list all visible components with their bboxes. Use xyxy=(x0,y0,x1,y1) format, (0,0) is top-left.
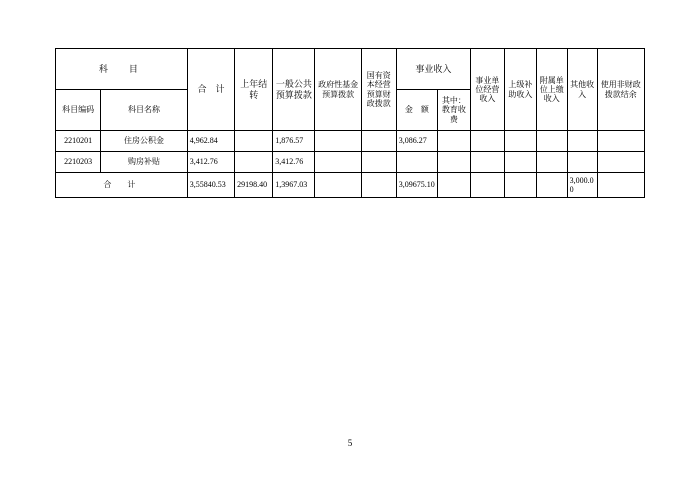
cell-other-income xyxy=(567,131,597,152)
cell-gov-fund-budget xyxy=(315,173,361,198)
header-carryover: 上年结转 xyxy=(235,49,273,131)
cell-subject-code: 2210203 xyxy=(56,152,101,173)
table-row xyxy=(56,131,645,152)
header-gov-fund-budget-label: 政府性基金预算拨款 xyxy=(318,80,359,99)
cell-non-fiscal-carryover xyxy=(597,152,644,173)
budget-table xyxy=(55,48,645,198)
header-non-fiscal-carryover xyxy=(597,49,644,131)
cell-career-income-edu-fee xyxy=(437,152,470,173)
cell-career-income-amount: 3,086.27 xyxy=(396,131,437,152)
cell-gov-fund-budget xyxy=(315,131,361,152)
budget-table-container xyxy=(55,48,645,198)
cell-career-income-edu-fee xyxy=(437,131,470,152)
cell-non-fiscal-carryover xyxy=(597,131,644,152)
cell-other-income xyxy=(567,152,597,173)
header-career-income-group: 事业收入 xyxy=(396,49,470,90)
cell-total: 3,55840.53 xyxy=(187,173,234,198)
cell-superior-subsidy xyxy=(504,173,536,198)
cell-business-income xyxy=(470,152,504,173)
cell-state-capital-budget xyxy=(361,131,396,152)
cell-general-public-budget: 1,876.57 xyxy=(273,131,315,152)
cell-subject-name: 住房公积金 xyxy=(101,131,188,152)
cell-carryover xyxy=(235,131,273,152)
header-other-income xyxy=(567,49,597,131)
cell-subject-code: 2210201 xyxy=(56,131,101,152)
cell-total: 3,412.76 xyxy=(187,152,234,173)
cell-superior-subsidy xyxy=(504,131,536,152)
cell-state-capital-budget xyxy=(361,173,396,198)
cell-affiliated-unit-payment xyxy=(536,152,567,173)
cell-state-capital-budget xyxy=(361,152,396,173)
header-non-fiscal-carryover-label: 使用非财政拨款结余 xyxy=(600,80,641,99)
header-business-income-label: 事业单位经营收入 xyxy=(475,75,500,104)
cell-subject-name: 购房补贴 xyxy=(101,152,188,173)
header-general-public-budget: 一般公共预算拨款 xyxy=(273,49,315,131)
header-career-income-edu-fee: 其中：教育收费 xyxy=(437,90,470,131)
header-career-income-amount: 金 额 xyxy=(396,90,437,131)
cell-other-income: 3,000.00 xyxy=(567,173,597,198)
header-other-income-label: 其他收入 xyxy=(570,80,595,99)
cell-business-income xyxy=(470,173,504,198)
header-affiliated-unit-payment xyxy=(536,49,567,131)
cell-affiliated-unit-payment xyxy=(536,131,567,152)
table-total-row xyxy=(56,173,645,198)
cell-career-income-edu-fee xyxy=(437,173,470,198)
cell-non-fiscal-carryover xyxy=(597,173,644,198)
header-business-income xyxy=(470,49,504,131)
cell-general-public-budget: 1,3967.03 xyxy=(273,173,315,198)
cell-carryover xyxy=(235,152,273,173)
cell-carryover: 29198.40 xyxy=(235,173,273,198)
header-affiliated-unit-payment-label: 附属单位上缴收入 xyxy=(539,75,564,104)
header-superior-subsidy xyxy=(504,49,536,131)
cell-general-public-budget: 3,412.76 xyxy=(273,152,315,173)
header-superior-subsidy-label: 上级补助收入 xyxy=(508,80,533,99)
header-subject-code: 科目编码 xyxy=(56,90,101,131)
page-number: 5 xyxy=(347,438,353,448)
table-header-row-1 xyxy=(56,49,645,90)
cell-career-income-amount xyxy=(396,152,437,173)
header-subject-name: 科目名称 xyxy=(101,90,188,131)
cell-affiliated-unit-payment xyxy=(536,173,567,198)
header-subject-group: 科 目 xyxy=(56,49,188,90)
header-state-capital-budget-label: 国有资本经营预算财政拨款 xyxy=(366,71,391,108)
header-gov-fund-budget xyxy=(315,49,361,131)
header-state-capital-budget xyxy=(361,49,396,131)
header-total: 合 计 xyxy=(187,49,234,131)
table-row xyxy=(56,152,645,173)
cell-total-label: 合 计 xyxy=(56,173,188,198)
cell-business-income xyxy=(470,131,504,152)
cell-career-income-amount: 3,09675.10 xyxy=(396,173,437,198)
cell-superior-subsidy xyxy=(504,152,536,173)
cell-total: 4,962.84 xyxy=(187,131,234,152)
cell-gov-fund-budget xyxy=(315,152,361,173)
